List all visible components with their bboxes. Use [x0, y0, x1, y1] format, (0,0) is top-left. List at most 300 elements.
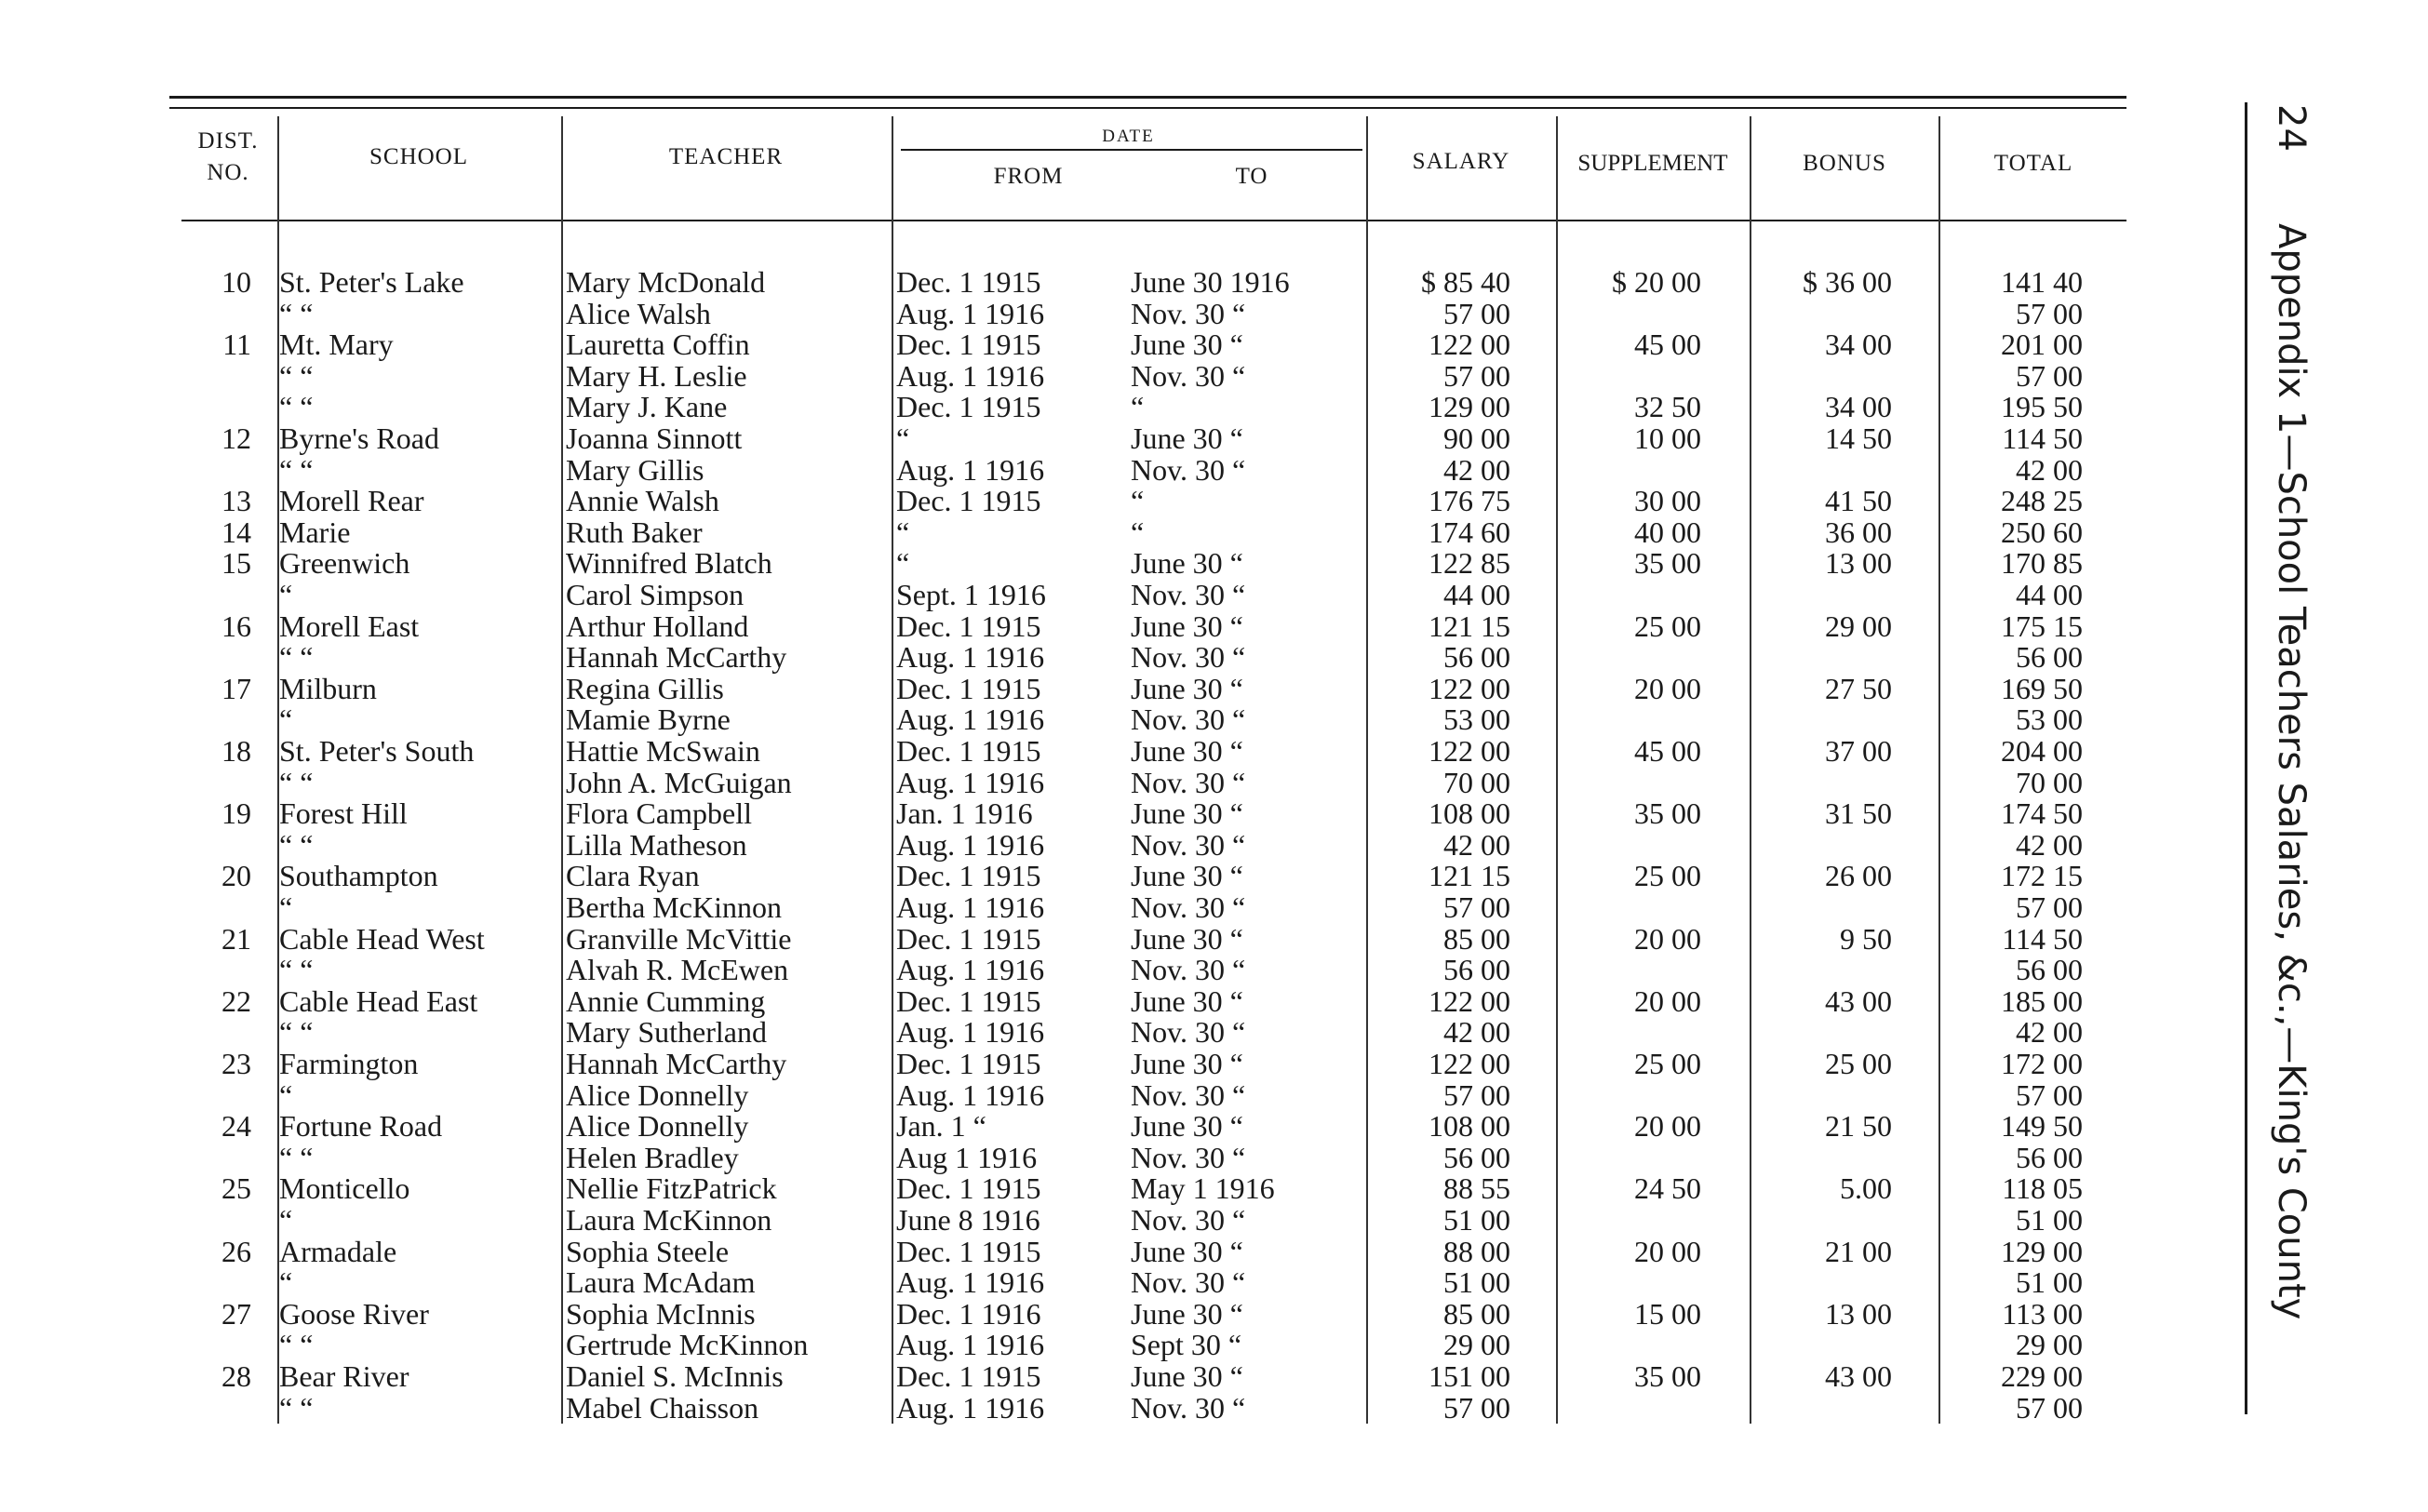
cell-bonus: 21 00: [1825, 1234, 1892, 1268]
cell-teacher: Alvah R. McEwen: [566, 953, 789, 987]
cell-teacher: Hannah McCarthy: [566, 1047, 787, 1080]
header-dist-no: DIST. NO.: [197, 128, 259, 185]
cell-dist: 11: [222, 328, 251, 362]
cell-dist: 12: [221, 421, 251, 455]
header-rule: [181, 220, 2126, 221]
cell-total: 57 00: [2016, 358, 2083, 393]
cell-total: 57 00: [2016, 890, 2083, 924]
cell-salary: 51 00: [1443, 1203, 1510, 1237]
cell-salary: 122 00: [1429, 1047, 1510, 1080]
cell-from: Dec. 1 1915: [896, 1047, 1041, 1080]
cell-teacher: Lilla Matheson: [566, 827, 747, 862]
cell-total: 250 60: [2001, 515, 2083, 549]
header-school: SCHOOL: [369, 144, 468, 169]
cell-from: Dec. 1 1915: [896, 484, 1041, 518]
cell-total: 141 40: [2001, 265, 2083, 299]
cell-total: 42 00: [2016, 1015, 2083, 1050]
cell-from: Jan. 1 1916: [896, 796, 1033, 831]
cell-to: “: [1131, 390, 1145, 424]
cell-school: “ “: [279, 640, 314, 675]
cell-from: Aug. 1 1916: [896, 1328, 1045, 1362]
cell-to: Nov. 30 “: [1131, 1265, 1246, 1300]
cell-bonus: 25 00: [1825, 1047, 1892, 1080]
cell-to: Nov. 30 “: [1131, 358, 1246, 393]
cell-total: 185 00: [2001, 983, 2083, 1018]
cell-teacher: Nellie FitzPatrick: [566, 1171, 777, 1206]
cell-dist: 26: [221, 1234, 251, 1268]
cell-total: 29 00: [2016, 1328, 2083, 1362]
cell-school: “ “: [279, 358, 314, 393]
cell-from: Dec. 1 1915: [896, 734, 1041, 768]
cell-from: Aug. 1 1916: [896, 1015, 1045, 1050]
table-row: [0, 454, 2131, 486]
cell-total: 56 00: [2016, 953, 2083, 987]
cell-salary: 108 00: [1429, 1109, 1510, 1144]
cell-from: Sept. 1 1916: [896, 578, 1046, 611]
cell-total: 149 50: [2001, 1109, 2083, 1144]
cell-from: Aug. 1 1916: [896, 452, 1045, 487]
cell-to: Nov. 30 “: [1131, 890, 1246, 924]
cell-from: Dec. 1 1915: [896, 265, 1041, 299]
cell-to: June 30 1916: [1131, 265, 1290, 299]
cell-teacher: Mary J. Kane: [566, 390, 728, 424]
cell-dist: 23: [221, 1047, 251, 1080]
cell-teacher: Sophia McInnis: [566, 1296, 756, 1331]
cell-to: June 30 “: [1131, 1109, 1243, 1144]
cell-total: 51 00: [2016, 1265, 2083, 1300]
cell-from: Aug. 1 1916: [896, 358, 1045, 393]
cell-salary: 151 00: [1429, 1359, 1510, 1393]
cell-from: June 8 1916: [896, 1203, 1040, 1237]
cell-dist: 27: [221, 1296, 251, 1331]
table-row: [0, 1079, 2131, 1111]
table-row: [0, 891, 2131, 923]
table-row: [0, 1172, 2131, 1204]
cell-school: “ “: [279, 953, 314, 987]
cell-dist: 10: [221, 265, 251, 299]
cell-from: Dec. 1 1916: [896, 1296, 1041, 1331]
cell-salary: 56 00: [1443, 1140, 1510, 1174]
cell-school: “ “: [279, 827, 314, 862]
cell-total: 57 00: [2016, 1077, 2083, 1112]
cell-to: June 30 “: [1131, 859, 1243, 893]
cell-bonus: 26 00: [1825, 859, 1892, 893]
cell-total: 175 15: [2001, 609, 2083, 643]
cell-total: 248 25: [2001, 484, 2083, 518]
cell-school: “ “: [279, 452, 314, 487]
cell-teacher: Laura McKinnon: [566, 1203, 772, 1237]
cell-total: 44 00: [2016, 578, 2083, 611]
cell-teacher: Hannah McCarthy: [566, 640, 787, 675]
cell-total: 201 00: [2001, 328, 2083, 362]
table-row: [0, 735, 2131, 767]
cell-from: Dec. 1 1915: [896, 390, 1041, 424]
table-row: [0, 703, 2131, 735]
cell-salary: 90 00: [1443, 421, 1510, 455]
cell-bonus: 43 00: [1825, 1359, 1892, 1393]
cell-supplement: $ 20 00: [1612, 265, 1701, 299]
cell-school: St. Peter's Lake: [279, 265, 464, 299]
cell-school: “: [279, 702, 293, 737]
cell-total: 70 00: [2016, 765, 2083, 799]
cell-from: Dec. 1 1915: [896, 1359, 1041, 1393]
cell-dist: 21: [221, 921, 251, 956]
table-row: [0, 610, 2131, 642]
cell-teacher: Mary Gillis: [566, 452, 704, 487]
cell-total: 42 00: [2016, 452, 2083, 487]
cell-supplement: 35 00: [1634, 546, 1701, 581]
cell-dist: 19: [221, 796, 251, 831]
cell-salary: 70 00: [1443, 765, 1510, 799]
cell-to: Nov. 30 “: [1131, 1015, 1246, 1050]
cell-from: “: [896, 515, 910, 549]
cell-school: Milburn: [279, 671, 377, 705]
cell-teacher: Arthur Holland: [566, 609, 749, 643]
cell-school: “ “: [279, 1140, 314, 1174]
cell-teacher: Bertha McKinnon: [566, 890, 782, 924]
cell-salary: 44 00: [1443, 578, 1510, 611]
cell-salary: 85 00: [1443, 1296, 1510, 1331]
cell-to: Nov. 30 “: [1131, 702, 1246, 737]
header-teacher: TEACHER: [668, 144, 784, 169]
cell-teacher: Joanna Sinnott: [566, 421, 743, 455]
cell-teacher: Mary Sutherland: [566, 1015, 767, 1050]
cell-teacher: Mary McDonald: [566, 265, 766, 299]
cell-salary: 108 00: [1429, 796, 1510, 831]
cell-supplement: 20 00: [1634, 921, 1701, 956]
cell-from: Dec. 1 1915: [896, 859, 1041, 893]
cell-total: 172 15: [2001, 859, 2083, 893]
cell-to: June 30 “: [1131, 1359, 1243, 1393]
table-row: [0, 954, 2131, 985]
cell-total: 42 00: [2016, 827, 2083, 862]
cell-supplement: 25 00: [1634, 859, 1701, 893]
cell-teacher: Mary H. Leslie: [566, 358, 747, 393]
cell-teacher: Mabel Chaisson: [566, 1390, 759, 1425]
cell-to: Nov. 30 “: [1131, 765, 1246, 799]
cell-teacher: Granville McVittie: [566, 921, 792, 956]
cell-salary: 122 00: [1429, 328, 1510, 362]
cell-dist: 18: [221, 734, 251, 768]
cell-school: Goose River: [279, 1296, 429, 1331]
cell-school: “ “: [279, 1015, 314, 1050]
cell-from: Dec. 1 1915: [896, 609, 1041, 643]
cell-school: “ “: [279, 765, 314, 799]
cell-teacher: Hattie McSwain: [566, 734, 760, 768]
cell-bonus: 31 50: [1825, 796, 1892, 831]
cell-from: Dec. 1 1915: [896, 1234, 1041, 1268]
cell-salary: 51 00: [1443, 1265, 1510, 1300]
cell-salary: 122 00: [1429, 734, 1510, 768]
header-to: TO: [1235, 164, 1268, 189]
cell-supplement: 15 00: [1634, 1296, 1701, 1331]
cell-to: June 30 “: [1131, 328, 1243, 362]
cell-salary: 174 60: [1429, 515, 1510, 549]
cell-from: Dec. 1 1915: [896, 983, 1041, 1018]
cell-teacher: John A. McGuigan: [566, 765, 792, 799]
cell-total: 56 00: [2016, 640, 2083, 675]
sidebar-rule: [2245, 102, 2247, 1414]
cell-school: St. Peter's South: [279, 734, 475, 768]
cell-teacher: Alice Walsh: [566, 296, 711, 330]
cell-to: Nov. 30 “: [1131, 827, 1246, 862]
cell-salary: 42 00: [1443, 452, 1510, 487]
cell-dist: 14: [221, 515, 251, 549]
cell-school: Armadale: [279, 1234, 397, 1268]
cell-school: Byrne's Road: [279, 421, 439, 455]
cell-teacher: Sophia Steele: [566, 1234, 730, 1268]
cell-from: Aug. 1 1916: [896, 1077, 1045, 1112]
cell-to: Nov. 30 “: [1131, 296, 1246, 330]
cell-from: Aug. 1 1916: [896, 296, 1045, 330]
cell-teacher: Helen Bradley: [566, 1140, 739, 1174]
cell-total: 204 00: [2001, 734, 2083, 768]
table-row: [0, 985, 2131, 1017]
cell-total: 57 00: [2016, 1390, 2083, 1425]
table-row: [0, 673, 2131, 704]
table-row: [0, 860, 2131, 891]
cell-teacher: Annie Walsh: [566, 484, 719, 518]
cell-to: Sept 30 “: [1131, 1328, 1242, 1362]
cell-supplement: 25 00: [1634, 1047, 1701, 1080]
cell-bonus: 29 00: [1825, 609, 1892, 643]
table-row: [0, 1392, 2131, 1424]
cell-salary: 57 00: [1443, 1077, 1510, 1112]
cell-to: June 30 “: [1131, 921, 1243, 956]
cell-school: “: [279, 1077, 293, 1112]
cell-total: 174 50: [2001, 796, 2083, 831]
cell-supplement: 35 00: [1634, 796, 1701, 831]
table-row: [0, 328, 2131, 360]
cell-dist: 24: [221, 1109, 251, 1144]
cell-teacher: Laura McAdam: [566, 1265, 756, 1300]
cell-bonus: 34 00: [1825, 390, 1892, 424]
cell-from: Aug. 1 1916: [896, 1390, 1045, 1425]
cell-to: “: [1131, 515, 1145, 549]
cell-salary: 42 00: [1443, 827, 1510, 862]
cell-salary: 57 00: [1443, 296, 1510, 330]
cell-to: June 30 “: [1131, 734, 1243, 768]
cell-salary: 53 00: [1443, 702, 1510, 737]
cell-supplement: 10 00: [1634, 421, 1701, 455]
header-date: DATE: [1102, 127, 1155, 146]
cell-bonus: 14 50: [1825, 421, 1892, 455]
cell-school: “ “: [279, 1328, 314, 1362]
cell-school: Cable Head East: [279, 983, 478, 1018]
cell-school: “: [279, 1203, 293, 1237]
cell-to: Nov. 30 “: [1131, 640, 1246, 675]
cell-supplement: 20 00: [1634, 1109, 1701, 1144]
cell-school: Greenwich: [279, 546, 410, 581]
cell-to: Nov. 30 “: [1131, 1140, 1246, 1174]
cell-school: Farmington: [279, 1047, 419, 1080]
cell-salary: 57 00: [1443, 1390, 1510, 1425]
cell-from: “: [896, 421, 910, 455]
cell-dist: 25: [221, 1171, 251, 1206]
table-row: [0, 1329, 2131, 1360]
table-row: [0, 1266, 2131, 1298]
table-row: [0, 797, 2131, 829]
cell-school: Bear River: [279, 1359, 409, 1393]
cell-dist: 22: [221, 983, 251, 1018]
cell-bonus: 37 00: [1825, 734, 1892, 768]
table-row: [0, 1142, 2131, 1173]
cell-teacher: Mamie Byrne: [566, 702, 731, 737]
cell-teacher: Gertrude McKinnon: [566, 1328, 809, 1362]
cell-total: 56 00: [2016, 1140, 2083, 1174]
cell-salary: 56 00: [1443, 640, 1510, 675]
cell-total: 170 85: [2001, 546, 2083, 581]
cell-total: 169 50: [2001, 671, 2083, 705]
cell-school: Marie: [279, 515, 351, 549]
cell-total: 118 05: [2002, 1171, 2083, 1206]
cell-bonus: 43 00: [1825, 983, 1892, 1018]
cell-teacher: Carol Simpson: [566, 578, 744, 611]
running-title: Appendix 1—School Teachers Salaries, &c.,—King's County: [2270, 223, 2313, 1320]
cell-salary: 122 85: [1429, 546, 1510, 581]
header-bonus: BONUS: [1803, 151, 1886, 176]
cell-total: 229 00: [2001, 1359, 2083, 1393]
cell-from: Aug. 1 1916: [896, 765, 1045, 799]
cell-from: Dec. 1 1915: [896, 671, 1041, 705]
table-row: [0, 1236, 2131, 1267]
table-row: [0, 1360, 2131, 1392]
cell-from: Aug 1 1916: [896, 1140, 1038, 1174]
cell-dist: 20: [221, 859, 251, 893]
cell-salary: 42 00: [1443, 1015, 1510, 1050]
cell-salary: 29 00: [1443, 1328, 1510, 1362]
cell-teacher: Lauretta Coffin: [566, 328, 750, 362]
table-row: [0, 422, 2131, 454]
cell-supplement: 20 00: [1634, 1234, 1701, 1268]
cell-teacher: Ruth Baker: [566, 515, 703, 549]
cell-school: Morell Rear: [279, 484, 424, 518]
cell-from: Aug. 1 1916: [896, 640, 1045, 675]
cell-to: June 30 “: [1131, 1234, 1243, 1268]
cell-school: “ “: [279, 296, 314, 330]
cell-school: Morell East: [279, 609, 420, 643]
cell-to: Nov. 30 “: [1131, 1390, 1246, 1425]
cell-salary: 88 55: [1443, 1171, 1510, 1206]
cell-from: Aug. 1 1916: [896, 702, 1045, 737]
cell-bonus: 41 50: [1825, 484, 1892, 518]
table-row: [0, 641, 2131, 673]
cell-supplement: 30 00: [1634, 484, 1701, 518]
table-row: [0, 1298, 2131, 1330]
cell-teacher: Winnifred Blatch: [566, 546, 772, 581]
cell-from: Dec. 1 1915: [896, 921, 1041, 956]
cell-to: June 30 “: [1131, 796, 1243, 831]
cell-school: “: [279, 890, 293, 924]
header-supplement: SUPPLEMENT: [1577, 151, 1728, 176]
cell-school: Fortune Road: [279, 1109, 443, 1144]
cell-school: Cable Head West: [279, 921, 485, 956]
cell-bonus: 36 00: [1825, 515, 1892, 549]
table-row: [0, 579, 2131, 610]
cell-school: Southampton: [279, 859, 438, 893]
cell-school: Mt. Mary: [279, 328, 394, 362]
cell-from: “: [896, 546, 910, 581]
cell-bonus: 9 50: [1840, 921, 1892, 956]
cell-supplement: 25 00: [1634, 609, 1701, 643]
top-rule: [169, 96, 2126, 99]
cell-dist: 13: [221, 484, 251, 518]
cell-total: 57 00: [2016, 296, 2083, 330]
cell-bonus: 13 00: [1825, 546, 1892, 581]
cell-from: Dec. 1 1915: [896, 328, 1041, 362]
cell-supplement: 20 00: [1634, 671, 1701, 705]
cell-supplement: 20 00: [1634, 983, 1701, 1018]
cell-salary: 122 00: [1429, 671, 1510, 705]
cell-teacher: Alice Donnelly: [566, 1109, 749, 1144]
cell-total: 51 00: [2016, 1203, 2083, 1237]
cell-to: June 30 “: [1131, 1296, 1243, 1331]
table-row: [0, 360, 2131, 392]
cell-salary: 57 00: [1443, 890, 1510, 924]
cell-to: Nov. 30 “: [1131, 578, 1246, 611]
cell-school: Monticello: [279, 1171, 410, 1206]
cell-supplement: 32 50: [1634, 390, 1701, 424]
cell-teacher: Annie Cumming: [566, 983, 766, 1018]
cell-total: 114 50: [2002, 421, 2083, 455]
cell-from: Jan. 1 “: [896, 1109, 986, 1144]
table-row: [0, 485, 2131, 516]
cell-teacher: Flora Campbell: [566, 796, 752, 831]
cell-supplement: 45 00: [1634, 328, 1701, 362]
cell-to: June 30 “: [1131, 983, 1243, 1018]
cell-school: “: [279, 1265, 293, 1300]
table-row: [0, 923, 2131, 955]
cell-to: June 30 “: [1131, 1047, 1243, 1080]
cell-dist: 28: [221, 1359, 251, 1393]
cell-salary: 122 00: [1429, 983, 1510, 1018]
cell-salary: 121 15: [1429, 859, 1510, 893]
cell-supplement: 24 50: [1634, 1171, 1701, 1206]
cell-total: 172 00: [2001, 1047, 2083, 1080]
cell-school: Forest Hill: [279, 796, 408, 831]
cell-salary: 176 75: [1429, 484, 1510, 518]
cell-bonus: $ 36 00: [1803, 265, 1892, 299]
cell-to: Nov. 30 “: [1131, 953, 1246, 987]
cell-school: “ “: [279, 390, 314, 424]
cell-from: Aug. 1 1916: [896, 953, 1045, 987]
cell-to: May 1 1916: [1131, 1171, 1275, 1206]
cell-salary: 88 00: [1443, 1234, 1510, 1268]
cell-to: Nov. 30 “: [1131, 1203, 1246, 1237]
cell-supplement: 35 00: [1634, 1359, 1701, 1393]
table-row: [0, 547, 2131, 579]
page-number: 24: [2270, 104, 2313, 152]
date-group-rule: [901, 149, 1362, 151]
cell-salary: 85 00: [1443, 921, 1510, 956]
cell-from: Dec. 1 1915: [896, 1171, 1041, 1206]
header-total: TOTAL: [1993, 151, 2073, 176]
cell-to: June 30 “: [1131, 546, 1243, 581]
cell-school: “: [279, 578, 293, 611]
cell-to: Nov. 30 “: [1131, 1077, 1246, 1112]
cell-to: June 30 “: [1131, 609, 1243, 643]
cell-from: Aug. 1 1916: [896, 1265, 1045, 1300]
table-row: [0, 1204, 2131, 1236]
cell-bonus: 34 00: [1825, 328, 1892, 362]
header-from: FROM: [993, 164, 1064, 189]
cell-salary: 56 00: [1443, 953, 1510, 987]
cell-total: 113 00: [2002, 1296, 2083, 1331]
cell-teacher: Regina Gillis: [566, 671, 724, 705]
cell-salary: 57 00: [1443, 358, 1510, 393]
cell-salary: 121 15: [1429, 609, 1510, 643]
cell-dist: 16: [221, 609, 251, 643]
